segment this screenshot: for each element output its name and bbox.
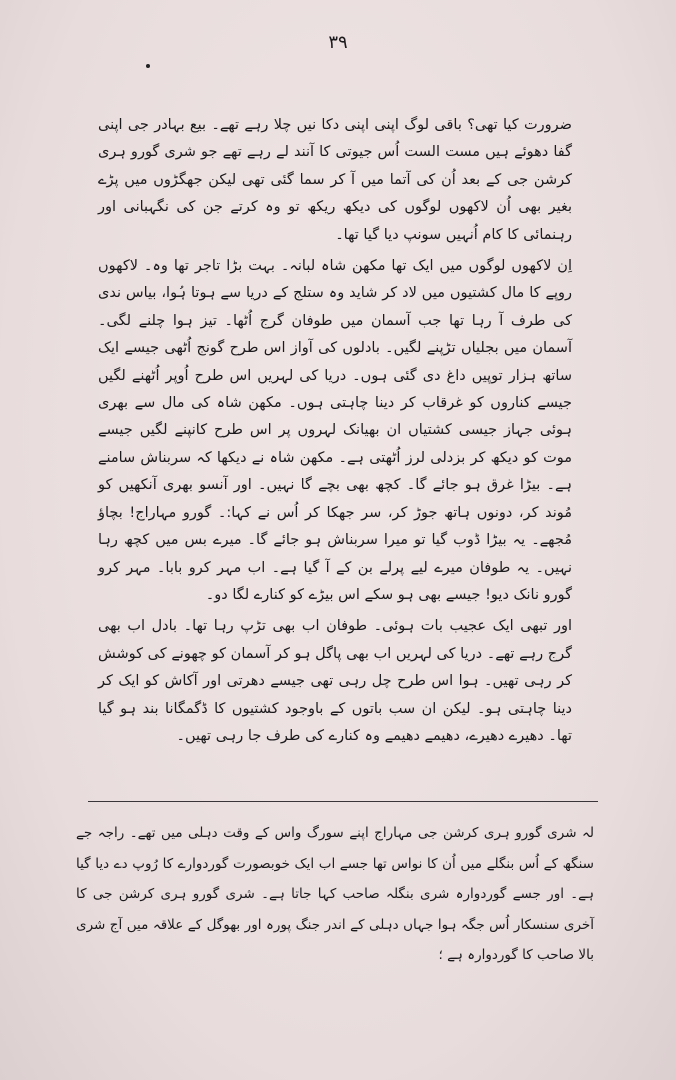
footnote <box>76 818 594 971</box>
page-number: ۳۹ <box>328 32 348 53</box>
ink-dot <box>146 64 150 68</box>
paragraph-2: اِن لاکھوں لوگوں میں ایک تھا مکھن شاہ لبانہ۔ بہت بڑا تاجر تھا وہ۔ لاکھوں روپے کا مال کشتیوں میں لاد کر شاید وہ ستلج کے دریا سے ہوتا ہُوا، بیاس ندی کی طرف آ رہا تھا جب آسمان میں طوفان گرج اُٹھا۔ تیز ہوا چلنے لگی۔ آسمان میں بجلیاں تڑپنے لگیں۔ بادلوں کی آواز اس طرح گونج اُٹھی جیسے ایک ساتھ ہزار توپیں داغ دی گئی ہوں۔ دریا کی لہریں اس طرح اُوپر اُٹھنے لگیں جیسے کناروں کو غرقاب کر دینا چاہتی ہوں۔ مکھن شاہ کی مال سے بھری ہوئی جہاز جیسی کشتیاں ان بھیانک لہروں پر اس طرح کانپنے لگیں جیسے موت کو دیکھ کر بزدلی لرز اُٹھتی ہے۔ مکھن شاہ نے دیکھا کہ سربناش سامنے ہے۔ بیڑا غرق ہو جائے گا۔ کچھ بھی بچے گا نہیں۔ اور آنسو بھری آنکھیں کو مُوند کر، دونوں ہاتھ جوڑ کر، سر جھکا کر اُس نے کہا:۔ گورو مہاراج! بچاؤ مُجھے۔ یہ بیڑا ڈوب گیا تو میرا سربناش ہو جائے گا۔ میرے بس میں کچھ رہا نہیں۔ یہ طوفان میرے لیے پرلے بن کے آ گیا ہے۔ اب مہر کرو بابا۔ مہر کرو گورو نانک دیو! جیسے بھی ہو سکے اس بیڑے کو کنارے لگا دو۔ <box>98 258 572 603</box>
footnote-divider <box>88 801 598 802</box>
paragraph-3: اور تبھی ایک عجیب بات ہوئی۔ طوفان اب بھی تڑپ رہا تھا۔ بادل اب بھی گرج رہے تھے۔ دریا کی لہریں اب بھی پاگل ہو کر آسمان کو چھونے کی کوشش کر رہی تھیں۔ ہوا اس طرح چل رہی تھی جیسے دھرتی اور آکاش کو ایک کر دینا چاہتی ہو۔ لیکن ان سب باتوں کے باوجود کشتیوں کا ڈگمگانا بند ہو گیا تھا۔ دھیرے دھیرے، دھیمے دھیمے وہ کنارے کی طرف جا رہی تھیں۔ <box>98 618 572 744</box>
footnote-text: لہ شری گورو ہری کرشن جی مہاراج اپنے سورگ واس کے وقت دہلی میں تھے۔ راجہ جے سنگھ کے اُس بنگلے میں اُن کا نواس تھا جسے اب ایک خوبصورت گوردوارے کا رُوپ دے دیا گیا ہے۔ اور جسے گوردوارہ شری بنگلہ صاحب کہا جاتا ہے۔ شری گورو ہری کرشن جی کا آخری سنسکار اُس جگہ ہوا جہاں دہلی کے اندر جنگ پورہ اور بھوگل کے علاقہ میں آج شری بالا صاحب کا گوردوارہ ہے ؛ <box>76 825 594 963</box>
paragraph-1: ضرورت کیا تھی؟ باقی لوگ اپنی اپنی دکا نیں چلا رہے تھے۔ بیع بہادر جی اپنی گفا دھوئے ہیں مست الست اُس جیوتی کا آنند لے رہے تھے جو شری گورو ہری کرشن جی کے بعد اُن کی آتما میں آ کر سما گئی تھی لیکن جھگڑوں میں پڑے بغیر بھی اُن لاکھوں لوگوں کی دیکھ ریکھ تو وہ کرتے جن کی نگہبانی اور رہنمائی کا کام اُنہیں سونپ دیا گیا تھا۔ <box>98 117 572 243</box>
body-text <box>98 112 572 754</box>
